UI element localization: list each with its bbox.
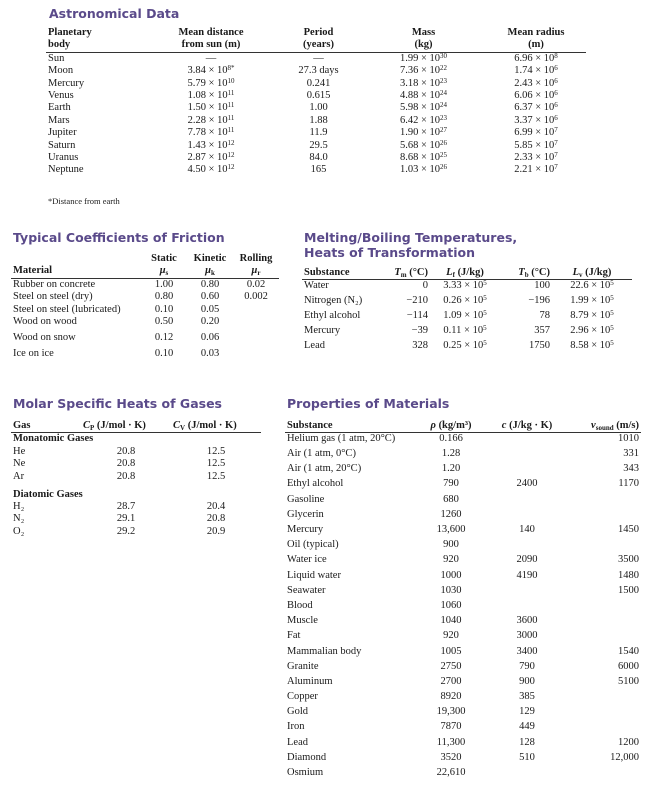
material-sound-speed	[565, 630, 641, 645]
material-name: Muscle	[287, 615, 318, 627]
planet-mass: $5.68 \times 10^{26}$	[399, 138, 448, 151]
material-density: 13,600	[436, 524, 466, 536]
planet-period: 1.00	[309, 102, 328, 114]
planet-mass: $1.99 \times 10^{30}$	[399, 51, 448, 64]
friction-rolling: 0.002	[244, 291, 268, 303]
planet-distance: $1.08 \times 10^{11}$	[187, 89, 235, 102]
astronomical-table	[46, 27, 586, 177]
material-specific-heat: 4190	[516, 569, 538, 581]
planet-mass: $7.36 \times 10^{22}$	[399, 64, 448, 77]
melting-table	[302, 267, 632, 355]
planet-period: 29.5	[309, 139, 328, 151]
planet-radius: $2.43 \times 10^6$	[514, 76, 558, 89]
friction-header-kinetic: Kinetic	[193, 253, 227, 264]
material-name: Air (1 atm, 20°C)	[287, 463, 362, 475]
materials-title: Properties of Materials	[287, 396, 450, 411]
gas-name: N₂	[13, 513, 25, 525]
material-specific-heat: 449	[519, 721, 535, 733]
friction-kinetic: 0.80	[200, 278, 220, 290]
material-name: Iron	[287, 721, 305, 733]
molar-title: Molar Specific Heats of Gases	[13, 396, 222, 411]
table-row	[302, 340, 632, 355]
material-sound-speed	[565, 600, 641, 615]
material-sound-speed: 1170	[618, 478, 639, 490]
gas-name: Ar	[13, 470, 25, 482]
material-specific-heat: 2400	[516, 478, 538, 490]
material-density: 8920	[440, 691, 462, 703]
planet-radius: $2.33 \times 10^7$	[514, 151, 558, 164]
table-row	[285, 509, 641, 524]
table-row	[11, 316, 279, 332]
table-row	[285, 630, 641, 645]
material-name: Mercury	[287, 524, 324, 536]
gas-cv: 12.5	[206, 470, 226, 482]
molar-header-cp: $C_P$ (J/mol · K)	[81, 420, 171, 433]
planet-name: Jupiter	[48, 127, 77, 139]
friction-kinetic: 0.20	[200, 316, 220, 328]
planet-radius: $6.37 \times 10^6$	[514, 101, 558, 114]
material-density: 1030	[440, 584, 462, 596]
molar-header-gas: Gas	[11, 420, 81, 433]
friction-rolling	[233, 332, 279, 348]
table-group-row	[11, 433, 261, 446]
friction-kinetic: 0.60	[200, 291, 220, 303]
table-row	[11, 332, 279, 348]
planet-period: 11.9	[309, 127, 328, 139]
table-row	[46, 102, 586, 114]
material-name: Seawater	[287, 584, 326, 596]
materials-header-specific-heat: c (J/kg · K)	[489, 420, 565, 433]
melting-tb: 357	[534, 324, 550, 336]
material-sound-speed: 12,000	[610, 751, 639, 763]
material-density: 7870	[440, 721, 462, 733]
material-density: 1040	[440, 615, 462, 627]
planet-mass: $6.42 \times 10^{23}$	[399, 113, 448, 126]
planet-name: Saturn	[48, 139, 76, 151]
table-row	[285, 691, 641, 706]
materials-header-density: ρ (kg/m³)	[413, 420, 489, 433]
material-sound-speed: 343	[623, 463, 639, 475]
melting-substance: Nitrogen (N₂)	[304, 294, 363, 306]
melting-tm: −39	[411, 324, 428, 336]
material-specific-heat: 900	[519, 675, 535, 687]
material-sound-speed: 3500	[618, 554, 639, 566]
table-row	[285, 706, 641, 721]
friction-kinetic: 0.05	[200, 303, 220, 315]
friction-static: 0.50	[154, 316, 174, 328]
friction-header-material: Material	[11, 265, 141, 278]
planet-name: Uranus	[48, 152, 79, 164]
friction-material: Steel on steel (lubricated)	[13, 303, 121, 315]
friction-material: Rubber on concrete	[13, 278, 96, 290]
material-sound-speed: 1480	[618, 569, 639, 581]
gas-name: Ne	[13, 458, 26, 470]
material-specific-heat: 3400	[516, 645, 538, 657]
friction-rolling: 0.02	[246, 278, 266, 290]
material-density: 11,300	[436, 736, 466, 748]
table-row	[285, 585, 641, 600]
material-specific-heat: 129	[519, 706, 535, 718]
material-sound-speed: 331	[623, 448, 639, 460]
material-sound-speed	[565, 721, 641, 736]
planet-name: Mars	[48, 114, 70, 126]
astro-header-period: Period (years)	[276, 27, 361, 52]
material-name: Granite	[287, 660, 319, 672]
material-specific-heat	[489, 767, 565, 782]
friction-material: Steel on steel (dry)	[13, 291, 93, 303]
friction-kinetic: 0.06	[200, 332, 220, 344]
gas-name: He	[13, 445, 26, 457]
melting-header-tb: $T_b$ (°C)	[500, 267, 552, 280]
planet-radius: $6.06 \times 10^6$	[514, 89, 558, 102]
material-sound-speed	[565, 494, 641, 509]
material-name: Oil (typical)	[287, 539, 339, 551]
material-sound-speed	[565, 767, 641, 782]
material-name: Liquid water	[287, 569, 341, 581]
friction-header-static: Static	[151, 253, 177, 264]
melting-lv: $8.58 \times 10^5$	[570, 338, 614, 351]
table-row	[302, 325, 632, 340]
friction-material: Wood on wood	[13, 316, 77, 328]
melting-lv: $8.79 \times 10^5$	[570, 308, 614, 321]
material-name: Fat	[287, 630, 301, 642]
planet-radius: $1.74 \times 10^6$	[514, 64, 558, 77]
friction-static: 0.12	[154, 332, 174, 344]
gas-cp: 20.8	[116, 470, 136, 482]
materials-header-sound-speed: $v_{sound}$ (m/s)	[565, 420, 641, 433]
planet-name: Neptune	[48, 164, 84, 176]
friction-static: 0.80	[154, 291, 174, 303]
material-specific-heat	[489, 585, 565, 600]
material-specific-heat: 510	[519, 751, 535, 763]
table-row	[285, 433, 641, 448]
material-name: Glycerin	[287, 508, 324, 520]
material-name: Lead	[287, 736, 308, 748]
friction-material: Wood on snow	[13, 332, 76, 344]
material-density: 2700	[440, 675, 462, 687]
planet-distance: —	[205, 52, 217, 64]
gas-group-label: Diatomic Gases	[13, 488, 83, 500]
planet-mass: $1.03 \times 10^{26}$	[399, 163, 448, 176]
material-density: 3520	[440, 751, 462, 763]
planet-period: 0.241	[306, 77, 331, 89]
friction-static: 0.10	[154, 303, 174, 315]
table-row	[11, 304, 279, 316]
melting-tb: 1750	[529, 339, 550, 351]
planet-period: 0.615	[306, 90, 331, 102]
material-sound-speed	[565, 615, 641, 630]
planet-name: Mercury	[48, 77, 85, 89]
material-density: 900	[443, 539, 459, 551]
friction-symbol-static: $\mu_s$	[141, 265, 187, 278]
material-sound-speed: 1500	[618, 584, 639, 596]
melting-substance: Water	[304, 280, 329, 292]
gas-cv: 12.5	[206, 445, 226, 457]
material-density: 19,300	[436, 706, 466, 718]
planet-name: Moon	[48, 65, 74, 77]
table-row	[285, 524, 641, 539]
melting-lv: $1.99 \times 10^5$	[570, 293, 614, 306]
material-name: Blood	[287, 599, 313, 611]
table-row	[285, 570, 641, 585]
friction-header-rolling: Rolling	[239, 253, 273, 264]
melting-substance: Mercury	[304, 324, 341, 336]
astro-footnote: *Distance from earth	[48, 196, 120, 206]
planet-radius: $5.85 \times 10^7$	[514, 138, 558, 151]
table-row	[46, 90, 586, 102]
table-row	[46, 140, 586, 152]
gas-cv: 12.5	[206, 458, 226, 470]
gas-group-label: Monatomic Gases	[13, 433, 94, 445]
material-sound-speed: 6000	[618, 660, 639, 672]
table-row	[285, 661, 641, 676]
planet-mass: $4.88 \times 10^{24}$	[399, 89, 448, 102]
table-row	[46, 115, 586, 127]
table-row	[285, 721, 641, 736]
material-name: Aluminum	[287, 675, 333, 687]
material-density: 920	[443, 554, 459, 566]
table-row	[46, 164, 586, 176]
friction-kinetic: 0.03	[200, 348, 220, 360]
friction-table	[11, 253, 279, 364]
planet-distance: $3.84 \times 10^{8*}$	[187, 64, 235, 77]
material-name: Mammalian body	[287, 645, 362, 657]
melting-lf: $0.26 \times 10^5$	[443, 293, 487, 306]
molar-header-cv: $C_V$ (J/mol · K)	[171, 420, 261, 433]
material-density: 0.166	[439, 433, 463, 445]
material-name: Gold	[287, 706, 308, 718]
material-specific-heat: 3600	[516, 615, 538, 627]
friction-symbol-kinetic: $\mu_k$	[187, 265, 233, 278]
table-row	[285, 676, 641, 691]
material-specific-heat: 2090	[516, 554, 538, 566]
planet-period: 1.88	[309, 114, 328, 126]
melting-lf: $0.11 \times 10^5$	[443, 323, 487, 336]
material-specific-heat	[489, 509, 565, 524]
planet-distance: $7.78 \times 10^{11}$	[187, 126, 235, 139]
gas-cp: 20.8	[116, 458, 136, 470]
table-row	[11, 291, 279, 303]
material-density: 2750	[440, 660, 462, 672]
planet-distance: $1.43 \times 10^{12}$	[187, 138, 235, 151]
table-row	[11, 513, 261, 525]
melting-lf: $0.25 \times 10^5$	[443, 338, 487, 351]
material-density: 1005	[440, 645, 462, 657]
planet-radius: $2.21 \times 10^7$	[514, 163, 558, 176]
astro-header-mass: Mass (kg)	[361, 27, 486, 52]
gas-name: O₂	[13, 525, 25, 537]
table-row	[302, 295, 632, 310]
material-specific-heat: 128	[519, 736, 535, 748]
material-density: 1.28	[441, 448, 461, 460]
friction-rolling	[233, 304, 279, 316]
material-density: 680	[443, 493, 459, 505]
table-row	[285, 646, 641, 661]
table-row	[11, 471, 261, 483]
material-name: Air (1 atm, 0°C)	[287, 448, 356, 460]
material-sound-speed: 5100	[618, 675, 639, 687]
table-row	[285, 494, 641, 509]
material-name: Osmium	[287, 767, 324, 779]
gas-cp: 20.8	[116, 445, 136, 457]
table-row	[11, 526, 261, 538]
table-row	[46, 152, 586, 164]
material-name: Ethyl alcohol	[287, 478, 344, 490]
astro-header-body: Planetary body	[46, 27, 146, 52]
material-sound-speed: 1540	[618, 645, 639, 657]
planet-period: —	[313, 52, 324, 64]
friction-rolling	[233, 348, 279, 364]
planet-radius: $6.96 \times 10^8$	[514, 51, 558, 64]
table-row	[46, 127, 586, 139]
material-specific-heat	[489, 600, 565, 615]
melting-title: Melting/Boiling Temperatures, Heats of Transformation	[304, 230, 518, 260]
planet-radius: $6.99 \times 10^7$	[514, 126, 558, 139]
material-specific-heat	[489, 539, 565, 554]
melting-tm: 328	[412, 339, 428, 351]
material-specific-heat	[489, 433, 565, 448]
material-sound-speed	[565, 509, 641, 524]
table-row	[285, 752, 641, 767]
material-name: Gasoline	[287, 493, 325, 505]
material-sound-speed: 1450	[618, 524, 639, 536]
table-row	[285, 600, 641, 615]
table-row	[285, 767, 641, 782]
melting-tb: 100	[534, 280, 550, 292]
melting-substance: Lead	[304, 339, 325, 351]
material-name: Water ice	[287, 554, 327, 566]
material-specific-heat	[489, 448, 565, 463]
gas-cp: 29.1	[116, 513, 136, 525]
material-sound-speed	[565, 691, 641, 706]
material-density: 1260	[440, 508, 462, 520]
melting-header-tm: $T_m$ (°C)	[382, 267, 430, 280]
melting-lf: $3.33 \times 10^5$	[443, 279, 487, 292]
gas-cp: 28.7	[116, 501, 136, 513]
planet-mass: $8.68 \times 10^{25}$	[399, 151, 448, 164]
table-row	[285, 539, 641, 554]
astronomical-data-title: Astronomical Data	[49, 6, 180, 21]
material-specific-heat: 140	[519, 524, 535, 536]
friction-material: Ice on ice	[13, 348, 54, 360]
table-row	[11, 348, 279, 364]
table-row	[46, 65, 586, 77]
gas-name: H₂	[13, 501, 25, 513]
material-sound-speed: 1200	[618, 736, 639, 748]
material-specific-heat: 385	[519, 691, 535, 703]
planet-distance: $2.28 \times 10^{11}$	[187, 113, 235, 126]
material-density: 1060	[440, 599, 462, 611]
astro-header-radius: Mean radius (m)	[486, 27, 586, 52]
material-sound-speed	[565, 706, 641, 721]
melting-tm: 0	[422, 280, 428, 292]
planet-period: 27.3 days	[298, 65, 339, 77]
material-name: Helium gas (1 atm, 20°C)	[287, 433, 396, 445]
material-specific-heat	[489, 463, 565, 478]
friction-static: 1.00	[154, 278, 174, 290]
melting-header-substance: Substance	[302, 267, 382, 280]
table-row	[285, 554, 641, 569]
table-row	[11, 278, 279, 291]
planet-period: 165	[310, 164, 327, 176]
melting-substance: Ethyl alcohol	[304, 309, 361, 321]
table-row	[11, 446, 261, 458]
planet-name: Earth	[48, 102, 71, 114]
friction-rolling	[233, 316, 279, 332]
table-group-row	[11, 483, 261, 501]
material-density: 920	[443, 630, 459, 642]
molar-table	[11, 420, 261, 538]
material-density: 790	[443, 478, 459, 490]
planet-radius: $3.37 \times 10^6$	[514, 113, 558, 126]
melting-lv: $2.96 \times 10^5$	[570, 323, 614, 336]
planet-distance: $1.50 \times 10^{11}$	[187, 101, 235, 114]
material-name: Copper	[287, 691, 318, 703]
material-specific-heat: 3000	[516, 630, 538, 642]
friction-title: Typical Coefficients of Friction	[13, 230, 225, 245]
table-row	[285, 737, 641, 752]
gas-cp: 29.2	[116, 525, 136, 537]
melting-tm: −114	[406, 309, 428, 321]
material-sound-speed: 1010	[618, 433, 639, 445]
table-row	[11, 501, 261, 513]
melting-header-lf: $L_f$ (J/kg)	[430, 267, 500, 280]
melting-lf: $1.09 \times 10^5$	[443, 308, 487, 321]
planet-distance: $5.79 \times 10^{10}$	[187, 76, 235, 89]
planet-mass: $3.18 \times 10^{23}$	[399, 76, 448, 89]
planet-name: Sun	[48, 52, 65, 64]
gas-cv: 20.4	[206, 501, 226, 513]
table-row	[285, 478, 641, 493]
melting-header-lv: $L_v$ (J/kg)	[552, 267, 632, 280]
table-row	[46, 78, 586, 90]
table-row	[302, 310, 632, 325]
table-row	[285, 463, 641, 478]
planet-distance: $2.87 \times 10^{12}$	[187, 151, 235, 164]
material-specific-heat: 790	[519, 660, 535, 672]
planet-name: Venus	[48, 90, 74, 102]
planet-mass: $5.98 \times 10^{24}$	[399, 101, 448, 114]
table-row	[46, 52, 586, 65]
material-density: 1000	[440, 569, 462, 581]
material-specific-heat	[489, 494, 565, 509]
friction-symbol-rolling: $\mu_r$	[233, 265, 279, 278]
gas-cv: 20.9	[206, 525, 226, 537]
astro-header-distance: Mean distance from sun (m)	[146, 27, 276, 52]
material-sound-speed	[565, 539, 641, 554]
material-density: 22,610	[436, 767, 466, 779]
melting-tm: −210	[406, 294, 428, 306]
melting-tb: 78	[539, 309, 550, 321]
table-row	[11, 458, 261, 470]
material-density: 1.20	[441, 463, 461, 475]
table-row	[285, 448, 641, 463]
friction-static: 0.10	[154, 348, 174, 360]
melting-tb: −196	[528, 294, 550, 306]
materials-table	[285, 420, 641, 782]
planet-period: 84.0	[309, 152, 328, 164]
planet-mass: $1.90 \times 10^{27}$	[399, 126, 448, 139]
material-name: Diamond	[287, 751, 327, 763]
table-row	[285, 615, 641, 630]
table-row	[302, 280, 632, 295]
materials-header-substance: Substance	[285, 420, 413, 433]
planet-distance: $4.50 \times 10^{12}$	[187, 163, 235, 176]
melting-lv: $22.6 \times 10^5$	[570, 279, 614, 292]
gas-cv: 20.8	[206, 513, 226, 525]
